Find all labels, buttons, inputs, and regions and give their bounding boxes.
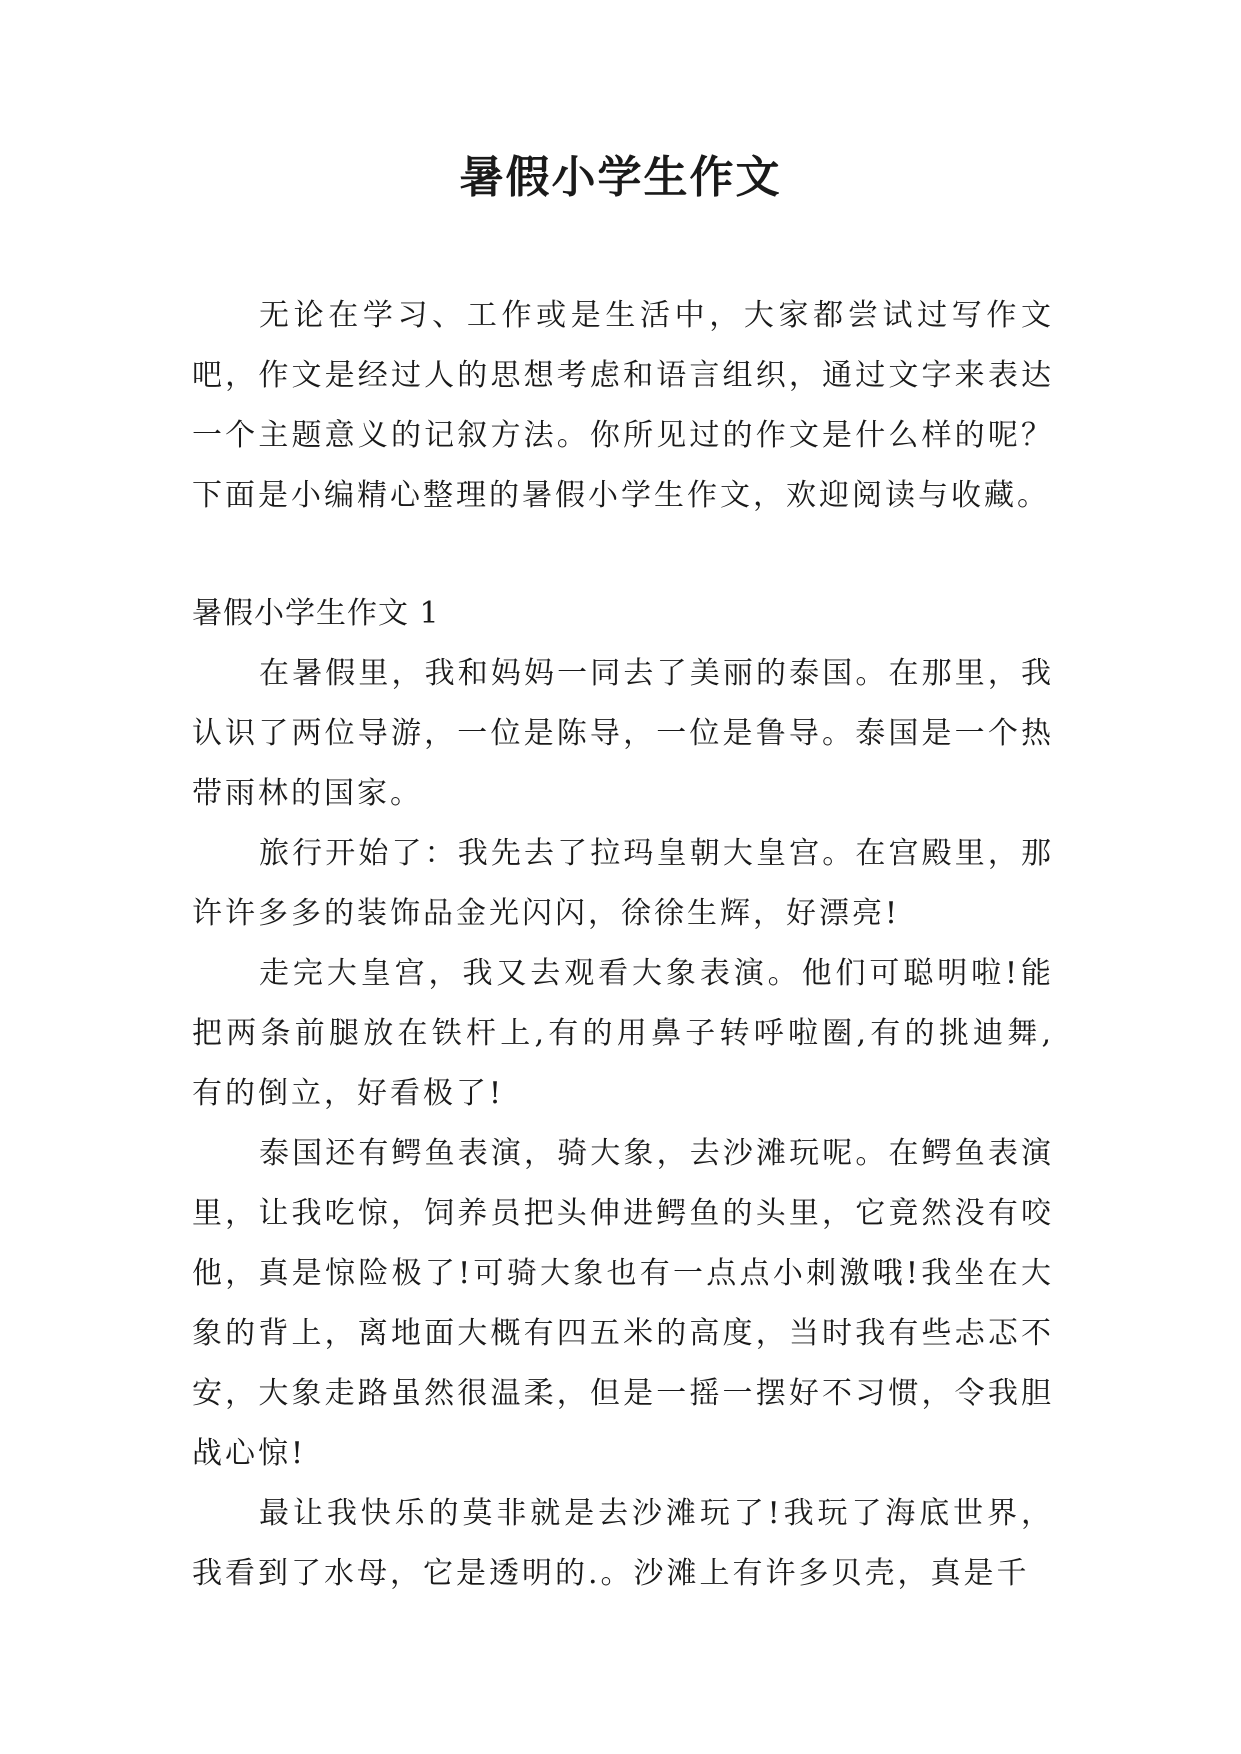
body-paragraph: 走完大皇宫，我又去观看大象表演。他们可聪明啦!能把两条前腿放在铁杆上,有的用鼻子转呼啦圈,有的挑迪舞,有的倒立，好看极了! xyxy=(192,956,1054,1111)
section-heading: 暑假小学生作文 1 xyxy=(192,596,440,631)
body-paragraph: 在暑假里，我和妈妈一同去了美丽的泰国。在那里，我认识了两位导游，一位是陈导，一位是鲁导。泰国是一个热带雨林的国家。 xyxy=(192,656,1054,811)
document-title: 暑假小学生作文 xyxy=(459,152,782,203)
body-paragraph: 最让我快乐的莫非就是去沙滩玩了!我玩了海底世界，我看到了水母，它是透明的.。沙滩上有许多贝壳，真是千 xyxy=(192,1496,1054,1591)
document-body xyxy=(192,286,1054,1604)
body-paragraph: 泰国还有鳄鱼表演，骑大象，去沙滩玩呢。在鳄鱼表演里，让我吃惊，饲养员把头伸进鳄鱼的头里，它竟然没有咬他，真是惊险极了!可骑大象也有一点点小刺激哦!我坐在大象的背上，离地面大概有四五米的高度，当时我有些忐忑不安，大象走路虽然很温柔，但是一摇一摆好不习惯，令我胆战心惊! xyxy=(192,1136,1054,1471)
intro-paragraph: 无论在学习、工作或是生活中，大家都尝试过写作文吧，作文是经过人的思想考虑和语言组织，通过文字来表达一个主题意义的记叙方法。你所见过的作文是什么样的呢？下面是小编精心整理的暑假小学生作文，欢迎阅读与收藏。 xyxy=(192,298,1054,513)
body-paragraph: 旅行开始了：我先去了拉玛皇朝大皇宫。在宫殿里，那许许多多的装饰品金光闪闪，徐徐生辉，好漂亮! xyxy=(192,836,1054,931)
